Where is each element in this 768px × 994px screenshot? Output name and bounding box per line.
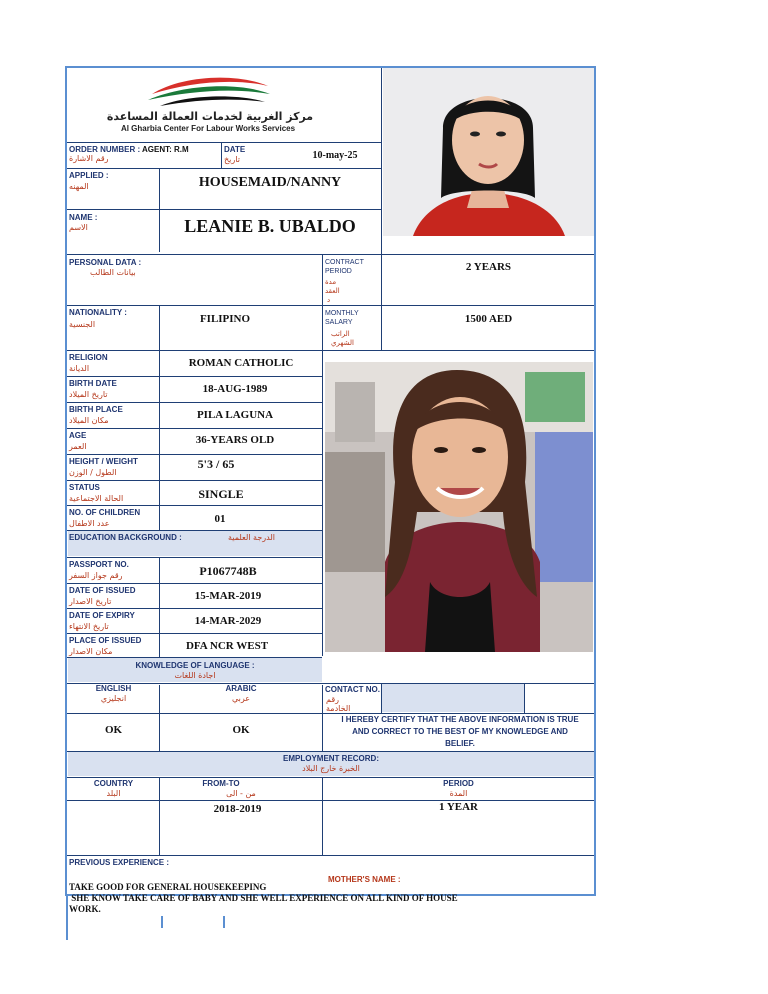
order-number-label: ORDER NUMBER : <box>69 145 141 154</box>
language-label-ar: اجادة اللغات <box>174 671 216 680</box>
date-expiry-label-ar: تاريخ الانتهاء <box>69 622 109 631</box>
from-to-label: FROM-TO <box>202 779 240 788</box>
date-issued-label-ar: تاريخ الاصدار <box>69 597 112 606</box>
order-number-label-ar: رقم الاشارة <box>69 154 109 163</box>
date-issued-label: DATE OF ISSUED <box>69 586 136 595</box>
nationality-value: FILIPINO <box>199 313 251 325</box>
height-weight-label: HEIGHT / WEIGHT <box>69 457 138 466</box>
salary-label-ar-1: الراتب <box>331 330 350 338</box>
arabic-value: OK <box>232 724 250 736</box>
applied-label: APPLIED : <box>69 171 109 180</box>
birth-date-label-ar: تاريخ الميلاد <box>69 390 108 399</box>
religion-value: ROMAN CATHOLIC <box>188 357 294 369</box>
period-label: PERIOD <box>443 779 474 788</box>
birth-date-value: 18-AUG-1989 <box>202 383 268 395</box>
arabic-label-ar: عربي <box>231 694 251 703</box>
religion-label: RELIGION <box>69 353 108 362</box>
contract-label-1: CONTRACT <box>325 259 364 266</box>
experience-line-2: SHE KNOW TAKE CARE OF BABY AND SHE WELL EXPERIENCE ON ALL KIND OF HOUSE <box>69 893 458 903</box>
arabic-label: ARABIC <box>225 684 257 693</box>
contract-label-2: PERIOD <box>325 268 352 275</box>
passport-value: P1067748B <box>199 564 257 578</box>
status-label-ar: الحالة الاجتماعية <box>69 494 124 503</box>
status-label: STATUS <box>69 483 100 492</box>
height-weight-value: 5'3 / 65 <box>197 457 235 471</box>
education-label-ar: الدرجة العلمية <box>228 533 275 542</box>
salary-label-1: MONTHLY <box>325 310 359 317</box>
employment-label: EMPLOYMENT RECORD: <box>283 754 379 763</box>
age-label: AGE <box>69 431 87 440</box>
certify-statement: I HEREBY CERTIFY THAT THE ABOVE INFORMATION IS TRUE AND CORRECT TO THE BEST OF MY KNOWLEDGE AND BELIEF. <box>341 715 579 748</box>
salary-value: 1500 AED <box>464 313 513 325</box>
employment-row-from-to: 2018-2019 <box>213 803 262 815</box>
experience-line-1: TAKE GOOD FOR GENERAL HOUSEKEEPING <box>69 882 267 892</box>
name-label-ar: الاسم <box>69 223 88 232</box>
contract-value: 2 YEARS <box>465 261 512 273</box>
religion-label-ar: الديانة <box>69 364 90 373</box>
education-label: EDUCATION BACKGROUND : <box>69 533 182 542</box>
name-value: LEANIE B. UBALDO <box>184 216 356 236</box>
language-label: KNOWLEDGE OF LANGUAGE : <box>135 661 255 670</box>
english-value: OK <box>104 724 123 736</box>
country-label-ar: البلد <box>106 789 121 798</box>
full-photo <box>325 362 593 652</box>
personal-data-label: PERSONAL DATA : <box>69 258 142 267</box>
place-issued-label-ar: مكان الاصدار <box>69 647 113 656</box>
date-value: 10-may-25 <box>312 150 358 161</box>
previous-experience-label: PREVIOUS EXPERIENCE : <box>69 858 170 867</box>
date-issued-value: 15-MAR-2019 <box>194 590 262 602</box>
contact-label-ar-2: الخادمة <box>326 704 351 713</box>
children-value: 01 <box>214 513 226 525</box>
contact-label: CONTACT NO. <box>325 685 380 694</box>
employment-row-period: 1 YEAR <box>438 801 478 813</box>
salary-label-ar-2: الشهري <box>331 339 354 347</box>
date-expiry-value: 14-MAR-2029 <box>194 615 262 627</box>
status-value: SINGLE <box>198 487 244 501</box>
height-weight-label-ar: الطول / الوزن <box>69 468 117 477</box>
contact-value-band <box>382 684 524 712</box>
contract-label-ar-3: د <box>327 296 331 304</box>
place-issued-label: PLACE OF ISSUED <box>69 636 142 645</box>
tick-mark <box>161 916 163 928</box>
org-logo <box>140 72 275 110</box>
applied-value: HOUSEMAID/NANNY <box>198 175 342 190</box>
birth-place-value: PILA LAGUNA <box>196 409 274 421</box>
experience-line-3: WORK. <box>69 904 101 914</box>
applied-label-ar: المهنه <box>69 182 89 191</box>
employment-label-ar: الخبرة خارج البلاد <box>302 764 360 773</box>
birth-place-label-ar: مكان الميلاد <box>69 416 109 425</box>
contract-label-ar-1: مدة <box>325 278 337 286</box>
passport-label-ar: رقم جواز السفر <box>69 571 123 580</box>
tick-mark <box>223 916 225 928</box>
order-number-value: AGENT: R.M <box>142 145 189 154</box>
contact-label-ar-1: رقم <box>326 695 340 704</box>
country-label: COUNTRY <box>93 779 134 788</box>
birth-place-label: BIRTH PLACE <box>69 405 123 414</box>
contract-label-ar-2: العقد <box>325 287 340 295</box>
age-label-ar: العمر <box>69 442 87 451</box>
period-label-ar: المدة <box>449 789 468 798</box>
age-value: 36-YEARS OLD <box>195 434 275 446</box>
personal-data-label-ar: بيانات الطالب <box>90 268 136 277</box>
children-label-ar: عدد الاطفال <box>69 519 110 528</box>
date-label: DATE <box>224 145 246 154</box>
from-to-label-ar: من - الى <box>226 789 256 798</box>
children-label: NO. OF CHILDREN <box>69 508 141 517</box>
date-expiry-label: DATE OF EXPIRY <box>69 611 135 620</box>
english-label: ENGLISH <box>95 684 132 693</box>
english-label-ar: انجليزي <box>100 694 127 703</box>
mother-name-label: MOTHER'S NAME : <box>328 875 401 884</box>
name-label: NAME : <box>69 213 98 222</box>
date-label-ar: تاريخ <box>224 155 240 164</box>
org-name-arabic: مركز الغربية لخدمات العمالة المساعدة <box>106 110 314 123</box>
headshot-photo <box>383 68 594 236</box>
nationality-label-ar: الجنسية <box>69 320 96 329</box>
salary-label-2: SALARY <box>325 319 353 326</box>
nationality-label: NATIONALITY : <box>69 308 127 317</box>
passport-label: PASSPORT NO. <box>69 560 129 569</box>
birth-date-label: BIRTH DATE <box>69 379 117 388</box>
place-issued-value: DFA NCR WEST <box>185 640 269 652</box>
left-margin-line <box>66 896 68 940</box>
org-name-english: Al Gharbia Center For Labour Works Services <box>120 124 296 133</box>
